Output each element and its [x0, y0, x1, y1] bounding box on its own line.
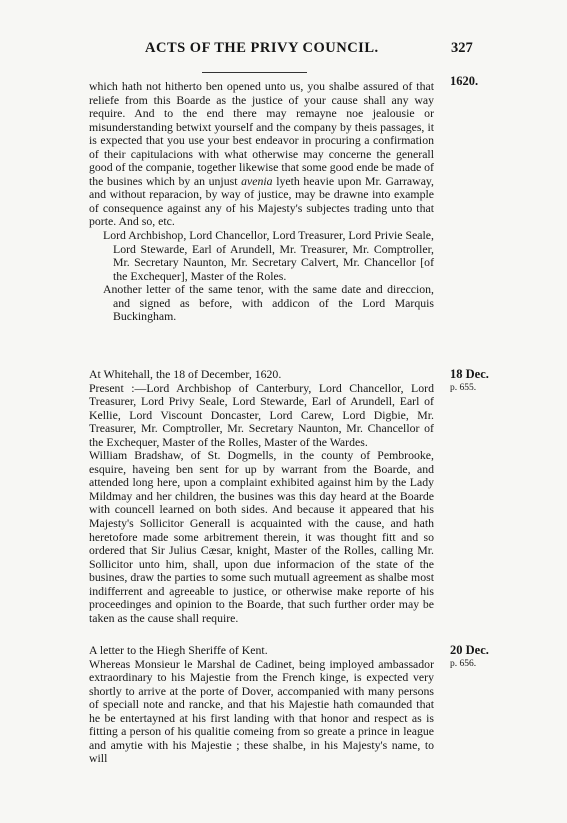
margin-note-18-dec — [450, 368, 489, 395]
margin-page-ref: p. 656. — [450, 658, 477, 669]
margin-note-20-dec — [450, 644, 489, 671]
bradshaw-order — [89, 449, 434, 625]
margin-date: 20 Dec. — [450, 643, 489, 657]
letter-text: which hath not hitherto ben opened unto us, you shalbe assured of that reliefe from this Boarde as the justice of your cause shall any way require. And to the end there may remayne noe jealousie or misunderstanding betwixt yourself and the company by theis passages, it is expected that you use your best endeavor in procuring a confirmation of their capitulacions with what otherwise may concerne the generall good of the companie, together likewise that some good ende be made of the busines which by an unjust — [89, 79, 434, 188]
header-rule — [202, 72, 307, 73]
signatories: Lord Archbishop, Lord Chancellor, Lord Treasurer, Lord Privie Seale, Lord Stewarde, Earl of Arundell, Mr. Treasurer, Mr. Comptroller, Mr. Secretary Naunton, Mr. Secretary Calvert, Mr. Chancellor [of the Exchequer], Master of the Roles. — [103, 228, 434, 283]
council-meeting-entry — [89, 368, 434, 625]
present-list: Present :—Lord Archbishop of Canterbury, Lord Chancellor, Lord Treasurer, Lord Privy Seale, Lord Stewarde, Earl of Arundell, Earl of Kellie, Lord Viscount Doncaster, Lord Carew, Lord Digbie, Mr. Treasurer, Mr. Comptroller, Mr. Secretary Naunton, Mr. Chancellor of the Exchequer, Master of the Rolles, Master of the Wardes. — [89, 380, 434, 449]
order-name: Cæsar, — [200, 543, 233, 558]
order-text: William Bradshaw, of St. Dogmells, in the county of Pembrooke, esquire, haveing ben sent for up by warrant from the Boarde, and attended long here, upon a complaint exhibited against him by the Lady Mildmay and her children, the busines was this day heard at the Boarde with councell learned on both sides. And because it appeared that his Majesty's Sollicitor Generall is acquainted with the cause, and hath heretofore made some arbitrement therein, it was thought fitt and so ordered that Sir Julius — [89, 448, 434, 558]
order-text-rest: knight, Master of the Rolles, calling Mr. Sollicitor unto him, shall, upon due informacion of the state of the busines, draw the parties to some such mutuall agreement as shalbe most indifferrent and agreeable to justice, or otherwise make reporte of his proceedinges and opinion to the Boarde, that such further order may be taken as the cause shall require. — [89, 543, 435, 625]
letter-to-sheriff-entry — [89, 644, 434, 766]
meeting-heading: At Whitehall, the 18 of December, 1620. — [89, 367, 282, 381]
page-number: 327 — [451, 40, 473, 56]
running-header-title: ACTS OF THE PRIVY COUNCIL. — [145, 40, 379, 56]
margin-year: 1620. — [450, 74, 479, 88]
another-letter-note: Another letter of the same tenor, with the same date and direccion, and signed as before, with addicon of the Lord Marquis Buckingham. — [103, 282, 434, 324]
margin-page-ref: p. 655. — [450, 382, 477, 393]
letter-paragraph — [89, 80, 434, 229]
margin-date: 18 Dec. — [450, 367, 489, 381]
letter-body: Whereas Monsieur le Marshal de Cadinet, being imployed ambassador extraordinary to his Majestie from the French kinge, is expected very shortly to arrive at the porte of Dover, accompanied with many persons of speciall note and rancke, and that his Majestie hath comaunded that he be entertayned at his first landing with that honor and respect as is fitting a person of his qualitie comeing from so greate a prince in league and amytie with his Majestie ; these shalbe, in his Majesty's name, to will — [89, 656, 434, 766]
letter-continuation — [89, 80, 434, 324]
letter-text-rest: lyeth heavie upon Mr. Garraway, and without reparacion, by way of justice, may be drawne into example of consequence against any of his Majesty's subjectes trading unto that porte. And so, etc. — [89, 173, 435, 229]
letter-italic-word: avenia — [241, 173, 273, 188]
letter-heading: A letter to the Hiegh Sheriffe of Kent. — [89, 643, 268, 657]
